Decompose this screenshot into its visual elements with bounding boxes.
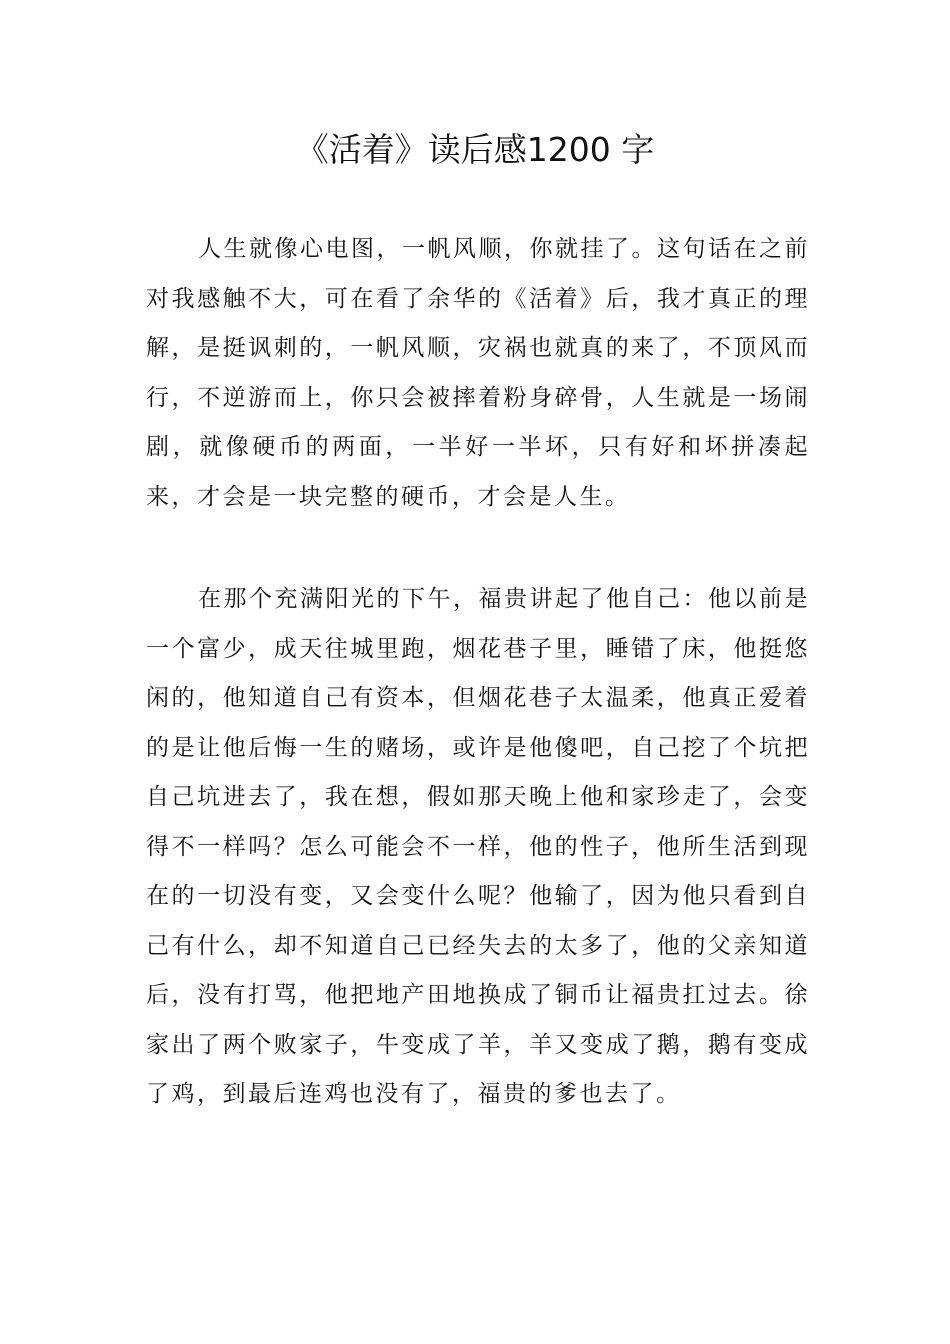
paragraph: 在那个充满阳光的下午，福贵讲起了他自己：他以前是一个富少，成天往城里跑，烟花巷子里，睡错了床，他挺悠闲的，他知道自己有资本，但烟花巷子太温柔，他真正爱着的是让他后悔一生的赌场，或许是他傻吧，自己挖了个坑把自己坑进去了，我在想，假如那天晚上他和家珍走了，会变得不一样吗？怎么可能会不一样，他的性子，他所生活到现在的一切没有变，又会变什么呢？他输了，因为他只看到自己有什么，却不知道自己已经失去的太多了，他的父亲知道后，没有打骂，他把地产田地换成了铜币让福贵扛过去。徐家出了两个败家子，牛变成了羊，羊又变成了鹅，鹅有变成了鸡，到最后连鸡也没有了，福贵的爹也去了。 — [146, 586, 810, 1107]
paragraph: 人生就像心电图，一帆风顺，你就挂了。这句话在之前对我感触不大，可在看了余华的《活着》后，我才真正的理解，是挺讽刺的，一帆风顺，灾祸也就真的来了，不顶风而行，不逆游而上，你只会被摔着粉身碎骨，人生就是一场闹剧，就像硬币的两面，一半好一半坏，只有好和坏拼凑起来，才会是一块完整的硬币，才会是人生。 — [146, 236, 810, 510]
document-title: 《活着》读后感1200 字 — [295, 130, 655, 169]
